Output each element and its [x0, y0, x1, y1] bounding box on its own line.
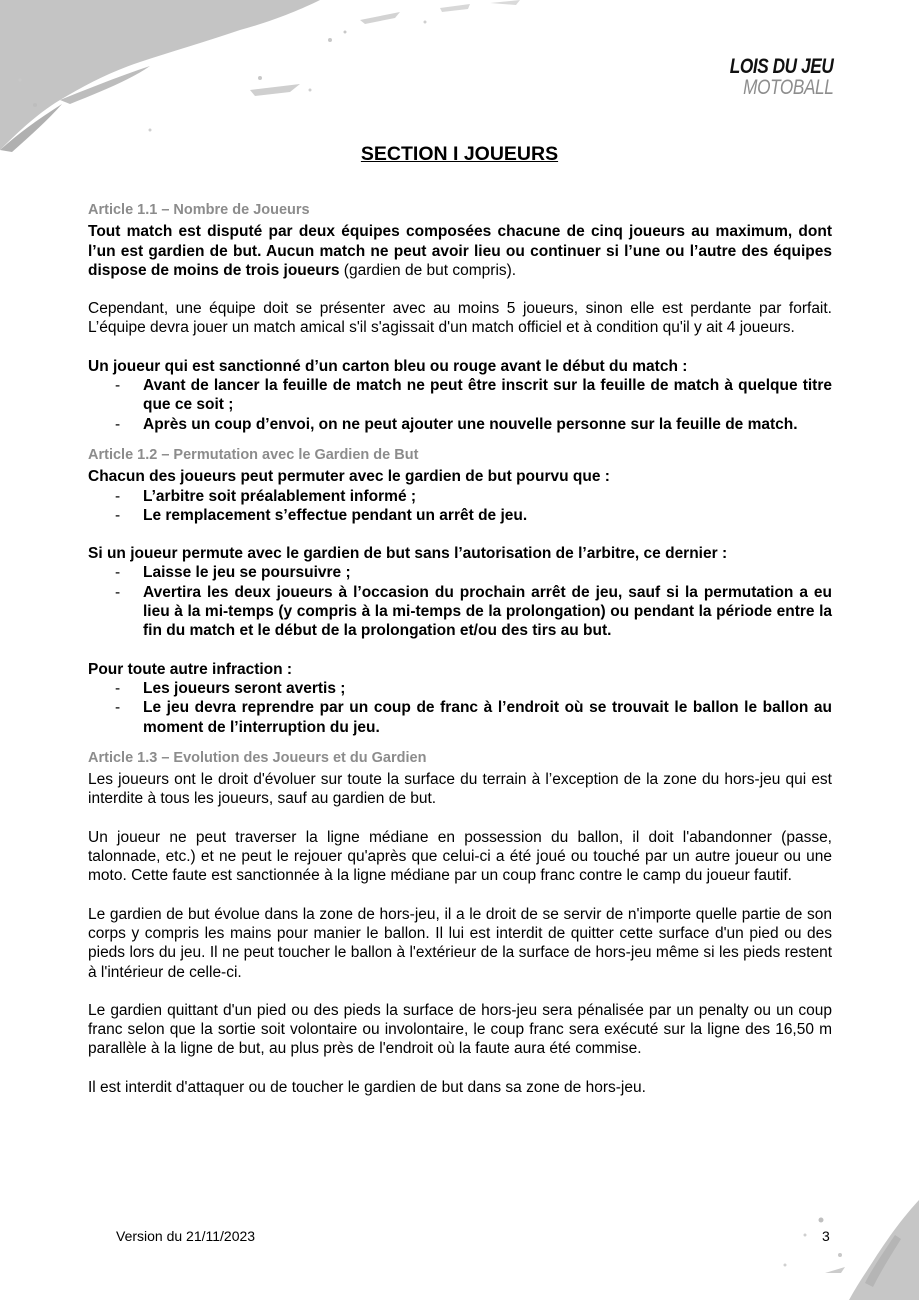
article-1-2-lead-text-2: Si un joueur permute avec le gardien de but sans l’autorisation de l’arbitre, ce dernier :: [88, 545, 728, 563]
brush-stroke-decoration-bottom: [745, 1195, 919, 1300]
list-item: - Les joueurs seront avertis ;: [88, 679, 832, 698]
article-1-1-list: [88, 376, 832, 434]
list-item: - Laisse le jeu se poursuivre ;: [88, 563, 832, 582]
page-number: 3: [822, 1228, 830, 1244]
article-1-1-title: Article 1.1 – Nombre de Joueurs: [88, 202, 310, 218]
article-1-2-list-3: [88, 679, 832, 737]
article-1-2-list-1: [88, 487, 832, 526]
article-1-2-paragraph-2: [88, 544, 832, 563]
list-item: - Le jeu devra reprendre par un coup de franc à l’endroit où se trouvait le ballon le ballon au moment de l’interruption du jeu.: [88, 698, 832, 737]
logo-subtitle: MOTOBALL: [742, 76, 833, 99]
article-1-3-title: Article 1.3 – Evolution des Joueurs et du Gardien: [88, 749, 427, 766]
list-item: - L’arbitre soit préalablement informé ;: [88, 487, 832, 506]
article-1-2-lead-text-1: Chacun des joueurs peut permuter avec le gardien de but pourvu que :: [88, 468, 610, 486]
footer-version: Version du 21/11/2023: [116, 1228, 256, 1244]
article-1-1-tail-text: (gardien de but compris).: [339, 261, 517, 279]
article-1-3-paragraph-4: Le gardien quittant d'un pied ou des pieds la surface de hors-jeu sera pénalisée par un penalty ou un coup franc selon que la sortie soit volontaire ou involontaire, le coup franc sera exécuté sur la ligne des 16,50 m parallèle à la ligne de but, au plus près de l'endroit où la faute aura été commise.: [88, 1001, 832, 1058]
article-1-2-list-2: [88, 563, 832, 640]
article-1-2-paragraph-1: [88, 467, 832, 486]
article-1-1-paragraph-3: [88, 357, 832, 376]
article-1-1-bold-text: Tout match est disputé par deux équipes composées chacune de cinq joueurs au maximum, dont l’un est gardien de but. Aucun match ne peut avoir lieu ou continuer si l’une ou l’autre des équipes dispose de moins de trois joueurs: [88, 223, 832, 279]
article-1-1-paragraph-2: Cependant, une équipe doit se présenter avec au moins 5 joueurs, sinon elle est perdante par forfait. L’équipe devra jouer un match amical s'il s'agissait d'un match officiel et à condition qu'il y ait 4 joueurs.: [88, 300, 832, 337]
list-item: - Le remplacement s’effectue pendant un arrêt de jeu.: [88, 506, 832, 525]
list-item: - Avant de lancer la feuille de match ne peut être inscrit sur la feuille de match à quelque titre que ce soit ;: [88, 376, 832, 415]
list-item: - Après un coup d’envoi, on ne peut ajouter une nouvelle personne sur la feuille de match.: [88, 415, 832, 434]
article-1-1-paragraph-1: [88, 222, 832, 280]
logo-title: LOIS DU JEU: [729, 55, 833, 78]
article-1-3-paragraph-2: Un joueur ne peut traverser la ligne médiane en possession du ballon, il doit l'abandonner (passe, talonnade, etc.) et ne peut le rejouer qu'après que celui-ci a été joué ou touché par un autre joueur ou une moto. Cette faute est sanctionnée à la ligne médiane par un coup franc contre le camp du joueur fautif.: [88, 828, 832, 885]
article-1-3-paragraph-5: Il est interdit d'attaquer ou de toucher le gardien de but dans sa zone de hors-jeu.: [88, 1078, 646, 1096]
article-1-3-paragraph-1: Les joueurs ont le droit d'évoluer sur toute la surface du terrain à l’exception de la zone du hors-jeu qui est interdite à tous les joueurs, sauf au gardien de but.: [88, 771, 832, 808]
article-1-2-title: Article 1.2 – Permutation avec le Gardien de But: [88, 446, 419, 463]
section-title: SECTION I JOUEURS: [360, 143, 559, 165]
motoball-logo: [707, 56, 833, 98]
list-item: - Avertira les deux joueurs à l’occasion du prochain arrêt de jeu, sauf si la permutation a eu lieu à la mi-temps (y compris à la mi-temps de la prolongation) ou pendant la période entre la fin du match et le début de la prolongation et/ou des tirs au but.: [88, 583, 832, 641]
article-1-3-paragraph-3: Le gardien de but évolue dans la zone de hors-jeu, il a le droit de se servir de n'importe quelle partie de son corps y compris les mains pour manier le ballon. Il lui est interdit de quitter cette surface d'un pied ou des pieds lors du jeu. Il ne peut toucher le ballon à l'extérieur de la surface de hors-jeu même si les pieds restent à l'intérieur de celle-ci.: [88, 905, 832, 981]
article-1-1-lead-text: Un joueur qui est sanctionné d’un carton bleu ou rouge avant le début du match :: [88, 357, 688, 375]
article-1-2-lead-text-3: Pour toute autre infraction :: [88, 660, 293, 678]
article-1-2-paragraph-3: [88, 660, 832, 679]
document-body: [88, 201, 832, 1097]
